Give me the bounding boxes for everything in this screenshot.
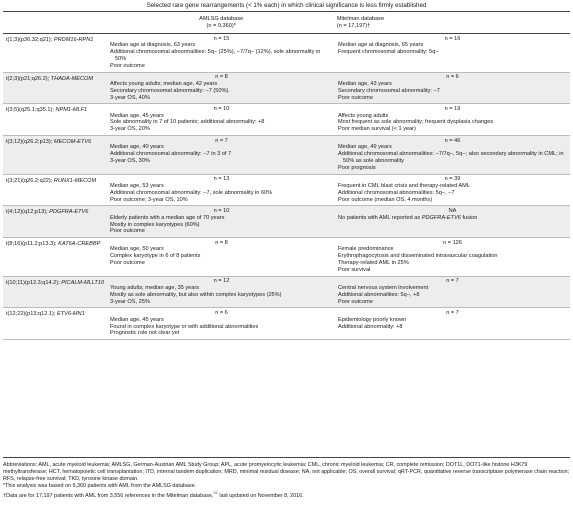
gene-fusion-label: RUNX1-MECOM xyxy=(53,177,97,184)
amlsg-cell xyxy=(108,238,336,277)
cytogenetic-label: t(3;5)(q25.1;q35.1); xyxy=(6,107,54,114)
amlsg-finding: Median age, 40 years xyxy=(110,144,164,151)
amlsg-cell xyxy=(108,308,336,340)
cytogenetic-label: t(3;21)(q26.2;q22); xyxy=(6,177,53,184)
mitelman-finding: Poor outcome xyxy=(338,94,373,101)
mitelman-cell xyxy=(336,34,570,72)
amlsg-count: n = 6 xyxy=(215,309,228,316)
mitelman-finding: Poor outcome (median OS, 4 months) xyxy=(338,196,433,203)
amlsg-finding: 3-year OS, 25% xyxy=(110,298,150,305)
dagger-footnote: †Data are for 17,197 patients with AML from 3,556 references in the Mitelman database,$^{52}$ last updated on November 8, 2016. xyxy=(3,490,304,499)
mitelman-cell xyxy=(336,308,570,340)
amlsg-finding: Secondary chromosomal abnormality: −7 (50%). xyxy=(110,87,230,94)
mitelman-finding: Additional abnormalities: 5q−, +8 xyxy=(338,291,420,298)
gene-fusion-label: ETV6-MN1 xyxy=(57,311,85,318)
amlsg-finding: 3-year OS, 40% xyxy=(110,94,150,101)
amlsg-finding: Mostly in complex karyotypes (60%) xyxy=(110,221,200,228)
mitelman-finding: Median age at diagnosis, 65 years xyxy=(338,42,424,49)
table-row xyxy=(3,276,570,308)
column-header xyxy=(3,12,570,34)
amlsg-finding: Poor outcome xyxy=(110,62,145,69)
cytogenetic-label: t(2;3)(p21;q26.2); xyxy=(6,75,50,82)
amlsg-cell xyxy=(108,276,336,308)
mitelman-count: n = 46 xyxy=(444,137,461,144)
rearrangement-cell xyxy=(3,34,108,72)
mitelman-finding: Epidemiology poorly known xyxy=(338,316,407,323)
rearrangement-cell xyxy=(3,276,108,308)
amlsg-finding: Median age, 50 years xyxy=(110,246,164,253)
footnotes xyxy=(3,457,570,500)
rearrangement-cell xyxy=(3,72,108,104)
table-row xyxy=(3,308,570,340)
cytogenetic-label: t(10;11)(p12.3;q14.2); xyxy=(6,279,60,286)
amlsg-finding: Elderly patients with a median age of 70 years xyxy=(110,214,225,221)
amlsg-count: n = 10 xyxy=(213,207,230,214)
amlsg-cell xyxy=(108,104,336,136)
table-title: Selected rare gene rearrangements (< 1% each) in which clinical significance is less firmly established xyxy=(3,0,570,12)
amlsg-finding: Additional chromosomal abnormality: −7, sole abnormality in 60% xyxy=(110,189,273,196)
amlsg-count: n = 8 xyxy=(215,239,228,246)
abbreviations-note: Abbreviations: AML, acute myeloid leukemia; AMLSG, German-Austrian AML Study Group; APL, acute promyelocytic leukemia; CML, chronic myeloid leukemia; CR, complete remission; DOT1L, DOT1-like histone H3K79 methyltransferase; HCT, hematopoietic cell transplantation; ITD, internal tandem duplication; MRD, minimal residual disease; NA, not applicable; OS, overall survival; qRT-PCR, quantitative reverse transcriptase polymerase chain reaction; RFS, relapse-free survival; TKD, tyrosine kinase domain. xyxy=(3,462,570,483)
gene-fusion-label: PDGFRA-ETV6 xyxy=(421,214,461,221)
gene-fusion-label: MECOM-ETV6 xyxy=(53,139,92,146)
rearrangement-cell xyxy=(3,238,108,277)
amlsg-finding: Young adults; median age, 35 years xyxy=(110,285,200,291)
mitelman-finding: Additional chromosomal abnormalities: 5q−, −7 xyxy=(338,189,455,196)
amlsg-count: n = 10 xyxy=(213,105,230,112)
amlsg-finding: Complex karyotype in 6 of 8 patients xyxy=(110,253,201,260)
amlsg-finding: Median age, 53 years xyxy=(110,182,164,189)
cytogenetic-label: t(4;12)(q12;p13); xyxy=(6,209,48,216)
star-footnote: *This analysis was based on 9,360 patients with AML from the AMLSG database. xyxy=(3,483,197,490)
table-row xyxy=(3,174,570,206)
mitelman-finding: Poor prognosis xyxy=(338,164,376,171)
mitelman-count: NA xyxy=(448,207,457,214)
mitelman-finding: Erythrophagocytosis and disseminated intravascular coagulation xyxy=(338,253,498,260)
amlsg-count: n = 8 xyxy=(215,74,228,81)
rearrangements-table xyxy=(3,34,570,340)
cytogenetic-label: t(1;3)(p36.32;q21); xyxy=(6,37,53,43)
mitelman-cell xyxy=(336,136,570,175)
mitelman-cell xyxy=(336,238,570,277)
mitelman-count: n = 7 xyxy=(446,278,459,285)
amlsg-finding: Poor outcome xyxy=(110,228,145,235)
amlsg-finding: Mostly as sole abnormality, but also within complex karyotypes (25%) xyxy=(110,291,282,298)
mitelman-finding: Secondary chromosomal abnormality: −7 xyxy=(338,87,440,94)
mitelman-cell xyxy=(336,206,570,238)
mitelman-count: n = 7 xyxy=(446,309,459,316)
amlsg-count: n = 13 xyxy=(213,176,230,183)
mitelman-finding: Additional abnormality: +8 xyxy=(338,323,403,330)
amlsg-finding: Median age, 45 years xyxy=(110,112,164,119)
cytogenetic-label: t(8;16)(p11.2;p13.3); xyxy=(6,241,57,248)
mitelman-count: n = 16 xyxy=(444,35,461,42)
amlsg-finding: Median age at diagnosis, 63 years xyxy=(110,42,196,49)
gene-fusion-label: PRDM16-RPN1 xyxy=(53,37,94,43)
gene-fusion-label: THADA-MECOM xyxy=(50,75,94,82)
rearrangement-cell xyxy=(3,206,108,238)
rearrangement-cell xyxy=(3,174,108,206)
amlsg-finding: 3-year OS, 20% xyxy=(110,126,150,133)
table-row xyxy=(3,72,570,104)
mitelman-finding: Median age, 49 years xyxy=(338,144,392,151)
amlsg-finding: Poor outcome; 3-year OS, 10% xyxy=(110,196,188,203)
mitelman-finding: Frequent in CML blast crisis and therapy-related AML xyxy=(338,182,470,189)
mitelman-finding: Frequent chromosomal abnormality: 5q− xyxy=(338,49,439,56)
table-row xyxy=(3,136,570,175)
mitelman-cell xyxy=(336,72,570,104)
mitelman-cell xyxy=(336,104,570,136)
mitelman-finding: Median age, 43 years xyxy=(338,80,392,87)
gene-fusion-label: PDGFRA-ETV6 xyxy=(49,209,89,216)
mitelman-finding: No patients with AML reported as PDGFRA-ETV6 fusion xyxy=(338,214,478,221)
gene-fusion-label: NPM1-MLF1 xyxy=(55,107,88,114)
mitelman-finding: Affects young adults xyxy=(338,112,389,119)
mitelman-count: n = 19 xyxy=(444,105,461,112)
amlsg-count: n = 12 xyxy=(213,278,230,285)
cytogenetic-label: t(12;22)(p13;q12.1); xyxy=(6,311,56,318)
amlsg-finding: Sole abnormality in 7 of 10 patients; additional abnormality: +8 xyxy=(110,119,265,126)
mitelman-finding: Central nervous system involvement xyxy=(338,285,429,291)
amlsg-finding: Poor outcome xyxy=(110,260,145,267)
mitelman-header: Mitelman database (n = 17,197)† xyxy=(336,16,385,29)
mitelman-finding: Additional chromosomal abnormalities: −7/7q−, 5q−; also secondary abnormality in CML; in 50% as sole abnormality xyxy=(338,151,564,164)
amlsg-finding: Additional chromosomal abnormalities: 5q− (25%), −7/7q− (12%), sole abnormality in 50% xyxy=(110,49,321,62)
mitelman-count: n = 6 xyxy=(446,74,459,81)
amlsg-finding: Prognostic role not clear yet xyxy=(110,330,180,337)
mitelman-count: n = 126 xyxy=(443,239,462,246)
gene-fusion-label: KAT6A-CREBBP xyxy=(58,241,101,248)
gene-fusion-label: PICALM-MLLT10 xyxy=(61,279,105,286)
mitelman-count: n = 39 xyxy=(444,176,461,183)
amlsg-cell xyxy=(108,34,336,72)
mitelman-finding: Female predominance xyxy=(338,246,394,253)
cytogenetic-label: t(3;12)(q26.2;p13); xyxy=(6,139,53,146)
amlsg-header: AMLSG database (n = 9,360)* xyxy=(199,16,244,29)
amlsg-finding: Found in complex karyotype or with additional abnormalities xyxy=(110,323,259,330)
rearrangement-cell xyxy=(3,104,108,136)
amlsg-count: n = 7 xyxy=(215,137,228,144)
reference-link[interactable]: 52 xyxy=(213,490,218,496)
table-row xyxy=(3,104,570,136)
table-row xyxy=(3,206,570,238)
amlsg-finding: Additional chromosomal abnormality: −7 in 3 of 7 xyxy=(110,151,232,158)
amlsg-cell xyxy=(108,72,336,104)
amlsg-finding: Median age, 45 years xyxy=(110,316,164,323)
mitelman-finding: Most frequent as sole abnormality; frequent dysplasia changes xyxy=(338,119,494,126)
mitelman-finding: Therapy-related AML in 25% xyxy=(338,260,409,267)
table-row xyxy=(3,238,570,277)
amlsg-cell xyxy=(108,206,336,238)
mitelman-cell xyxy=(336,276,570,308)
table-row xyxy=(3,34,570,72)
rearrangement-cell xyxy=(3,136,108,175)
mitelman-cell xyxy=(336,174,570,206)
amlsg-count: n = 15 xyxy=(213,35,230,42)
mitelman-finding: Poor survival xyxy=(338,266,371,273)
amlsg-cell xyxy=(108,174,336,206)
mitelman-finding: Poor median survival (< 1 year) xyxy=(338,126,416,133)
amlsg-finding: Affects young adults; median age, 42 years xyxy=(110,80,218,87)
amlsg-cell xyxy=(108,136,336,175)
rearrangement-cell xyxy=(3,308,108,340)
amlsg-finding: 3-year OS, 30% xyxy=(110,158,150,164)
mitelman-finding: Poor outcome xyxy=(338,298,373,305)
